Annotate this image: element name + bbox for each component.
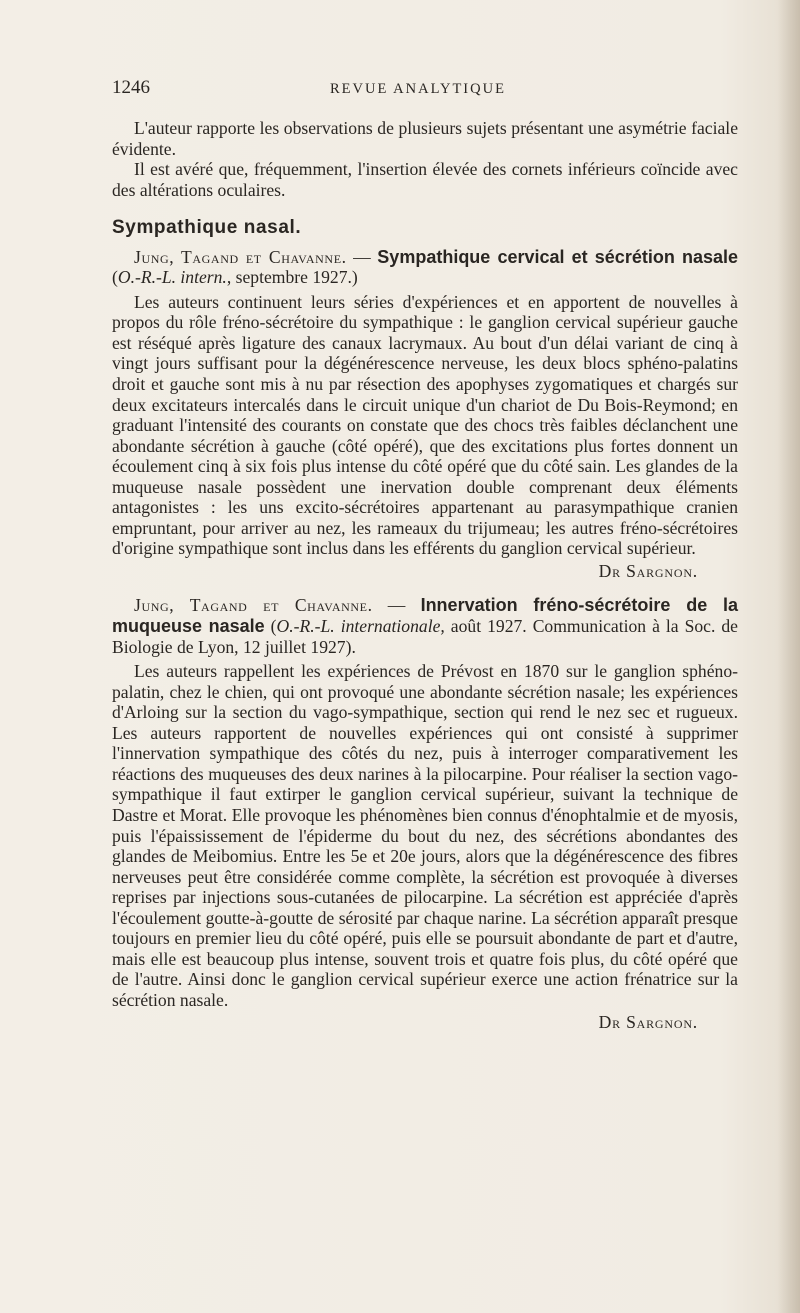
article-2-ref-open: (: [264, 616, 277, 637]
article-1-dash: —: [346, 246, 378, 267]
article-2-ref-rest: août 1927. Communication à la Soc. de Biologie de Lyon, 12 juillet 1927).: [112, 616, 738, 657]
page-edge-shadow: [778, 0, 800, 1313]
article-2-authors: Jung, Tagand et Chavanne.: [134, 595, 373, 616]
article-1-title: Sympathique cervical et sécrétion nasale: [377, 246, 738, 267]
page-text: [112, 78, 738, 1047]
article-2-journal: O.-R.-L. internationale,: [276, 616, 445, 637]
intro-paragraph-1: L'auteur rapporte les observations de plusieurs sujets présentant une asymétrie faciale évidente.: [112, 118, 738, 159]
article-2-reference: [112, 595, 738, 657]
article-1-reference: [112, 247, 738, 288]
running-title: REVUE ANALYTIQUE: [330, 81, 506, 97]
intro-paragraph-2: Il est avéré que, fréquemment, l'insertion élevée des cornets inférieurs coïncide avec des altérations oculaires.: [112, 159, 738, 200]
article-2-dash: —: [372, 595, 421, 616]
article-1-body: Les auteurs continuent leurs séries d'expériences et en apportent de nouvelles à propos du rôle fréno-sécrétoire du sympathique : le ganglion cervical supérieur gauche est réséqué après ligature des canaux lacrymaux. Au bout d'un délai variant de cinq à vingt jours suffisant pour la dégénérescence nerveuse, les deux blocs sphéno-palatins droit et gauche sont mis à nu par résection des apophyses zygomatiques et chargés sur deux excitateurs intercalés dans le circuit unique d'un chariot de Du Bois-Reymond; en graduant l'intensité des courants on constate que des chocs très faibles déclanchent une abondante sécrétion à gauche (côté opéré), que des excitations plus fortes donnent un écoulement cinq à six fois plus intense du côté opéré que du côté sain. Les glandes de la muqueuse nasale possèdent une inervation double comprenant deux éléments antagonistes : les uns excito-sécrétoires appartenant au parasympathique cranien empruntant, pour arriver au nez, les rameaux du trijumeau; les autres fréno-sécrétoires d'origine sympathique sont inclus dans les efférents du ganglion cervical supérieur.: [112, 291, 738, 559]
article-1-ref-open: (: [112, 267, 118, 288]
article-2-signature: Dr Sargnon.: [598, 1012, 698, 1033]
article-1-ref-rest: , septembre 1927.): [226, 267, 358, 288]
article-2-title: Innervation fréno-sécrétoire de la muqueuse nasale: [112, 595, 738, 637]
page-number: 1246: [112, 77, 150, 98]
article-1-authors: Jung, Tagand et Chavanne.: [134, 246, 347, 267]
section-heading: Sympathique nasal.: [112, 217, 302, 239]
article-1-signature: Dr Sargnon.: [598, 560, 698, 581]
article-1-journal: O.-R.-L. intern.: [117, 267, 227, 288]
page-header: [112, 78, 738, 104]
article-2-body: Les auteurs rappellent les expériences de Prévost en 1870 sur le ganglion sphéno-palatin, chez le chien, qui ont provoqué une abondante sécrétion nasale; les expériences d'Arloing sur la section du vago-sympathique, section qui rend le nez sec et rugueux. Les auteurs rapportent de nouvelles expériences qui ont consisté à supprimer l'innervation sympathique des côtés du nez, puis à interroger comparativement les réactions des muqueuses des deux narines à la pilocarpine. Pour réaliser la section vago-sympathique il faut extirper le ganglion cervical supérieur, suivant la technique de Dastre et Morat. Elle provoque les phénomènes bien connus d'énophtalmie et de myosis, puis l'épaississement de l'épiderme du bout du nez, des sécrétions abondantes des glandes de Meibomius. Entre les 5e et 20e jours, alors que la dégénérescence des fibres nerveuses peut être considérée comme complète, la sécrétion est provoquée à diverses reprises par injections sous-cutanées de pilocarpine. La sécrétion est appréciée d'après l'écoulement goutte-à-goutte de sérosité par chaque narine. La sécrétion apparaît presque toujours en premier lieu du côté opéré, puis elle se poursuit abondante de part et d'autre, mais elle est beaucoup plus intense, souvent trois et quatre fois plus, du côté opéré que de l'autre. Ainsi donc le ganglion cervical supérieur exerce une action frénatrice sur la sécrétion nasale.: [112, 661, 738, 1010]
